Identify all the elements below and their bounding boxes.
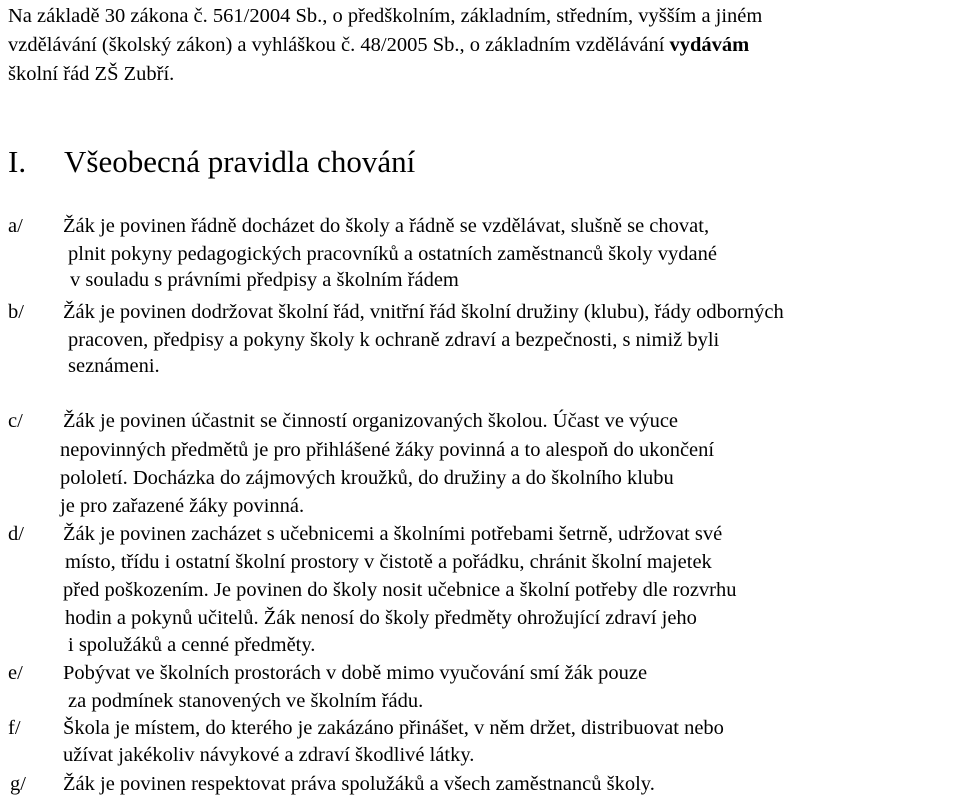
rule-e-line-1: Pobývat ve školních prostorách v době mimo vyučování smí žák pouze (63, 662, 648, 685)
rule-b-line-2: pracoven, předpisy a pokyny školy k ochraně zdraví a bezpečnosti, s nimiž byli (68, 328, 720, 351)
rule-e-line-2: za podmínek stanovených ve školním řádu. (68, 689, 424, 712)
intro-line-3: školní řád ZŠ Zubří. (8, 63, 175, 85)
section-title: Všeobecná pravidla chování (64, 144, 416, 179)
rule-g-line-1: Žák je povinen respektovat práva spolužáků a všech zaměstnanců školy. (63, 773, 655, 795)
rule-a-line-3: v souladu s právními předpisy a školním řádem (70, 269, 459, 292)
rule-a-line-1: Žák je povinen řádně docházet do školy a řádně se vzdělávat, slušně se chovat, (63, 215, 710, 237)
rule-d-line-5: i spolužáků a cenné předměty. (68, 633, 316, 656)
rule-marker-f: f/ (8, 717, 21, 740)
rule-c-line-4: je pro zařazené žáky povinná. (60, 495, 305, 517)
rule-f-line-1: Škola je místem, do kterého je zakázáno přinášet, v něm držet, distribuovat nebo (63, 717, 724, 740)
rule-marker-c: c/ (8, 409, 23, 432)
rule-marker-g: g/ (10, 773, 26, 795)
rule-c-line-2: nepovinných předmětů je pro přihlášené žáky povinná a to alespoň do ukončení (60, 439, 715, 461)
rule-d-line-3: před poškozením. Je povinen do školy nosit učebnice a školní potřeby dle rozvrhu (63, 579, 737, 602)
rule-marker-d: d/ (8, 523, 24, 546)
intro-line-2-bold: vydávám (669, 34, 750, 56)
rule-d-line-4: hodin a pokynů učitelů. Žák nenosí do školy předměty ohrožující zdraví jeho (65, 607, 697, 630)
rule-marker-e: e/ (8, 662, 23, 685)
rule-d-line-2: místo, třídu i ostatní školní prostory v čistotě a pořádku, chránit školní majetek (65, 551, 712, 573)
rule-a-line-2: plnit pokyny pedagogických pracovníků a ostatních zaměstnanců školy vydané (68, 242, 717, 265)
rule-c-line-3: pololetí. Docházka do zájmových kroužků, do družiny a do školního klubu (60, 466, 674, 489)
rule-f-line-2: užívat jakékoliv návykové a zdraví škodlivé látky. (63, 743, 475, 766)
rule-marker-b: b/ (8, 301, 24, 324)
rule-marker-a: a/ (8, 215, 23, 237)
rule-b-line-3: seznámeni. (68, 355, 160, 378)
intro-line-2-text: vzdělávání (školský zákon) a vyhláškou č. 48/2005 Sb., o základním vzdělávání (8, 34, 670, 56)
rule-b-line-1: Žák je povinen dodržovat školní řád, vnitřní řád školní družiny (klubu), řády odborných (63, 301, 784, 324)
rule-c-line-1: Žák je povinen účastnit se činností organizovaných školou. Účast ve výuce (63, 409, 679, 432)
rule-d-line-1: Žák je povinen zacházet s učebnicemi a školními potřebami šetrně, udržovat své (63, 523, 723, 546)
section-number: I. (8, 144, 27, 179)
intro-line-1: Na základě 30 zákona č. 561/2004 Sb., o předškolním, základním, středním, vyšším a jiném (8, 5, 763, 27)
